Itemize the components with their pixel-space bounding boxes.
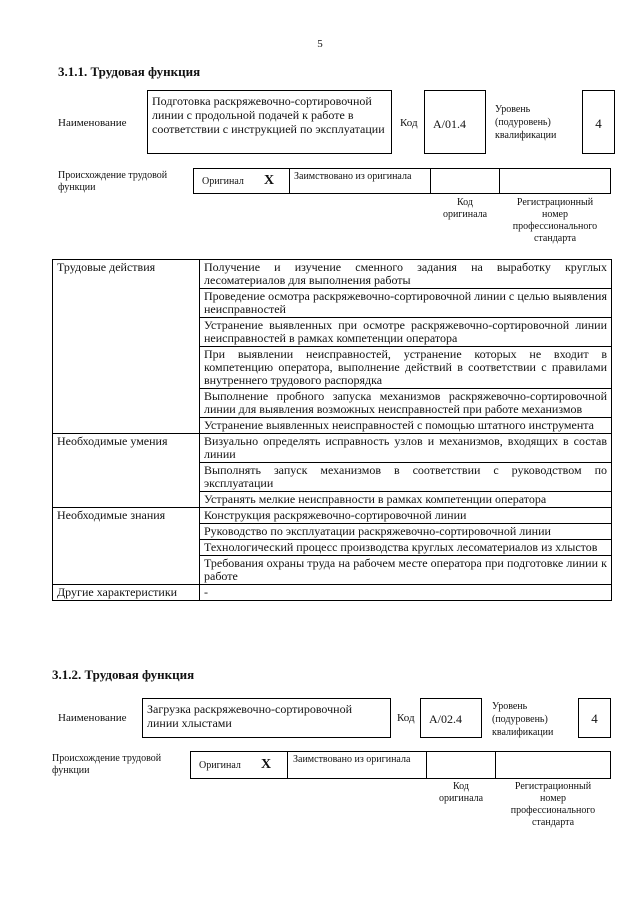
code-orig-box-1: [430, 168, 500, 194]
table-cell: -: [200, 585, 612, 601]
origin-label-1: Происхождение трудовой функции: [58, 170, 168, 193]
table-cell: Получение и изучение сменного задания на выработку круглых лесоматериалов для выполнения работы: [200, 260, 612, 289]
category-other: Другие характеристики: [53, 585, 200, 601]
code-orig-label-2: Код оригинала: [438, 781, 484, 804]
original-box-1: [193, 168, 290, 194]
table-cell: Визуально определять исправность узлов и механизмов, входящих в состав линии: [200, 434, 612, 463]
reg-box-1: [499, 168, 611, 194]
origin-label-2: Происхождение трудовой функции: [52, 753, 162, 776]
original-mark-2: X: [261, 757, 272, 772]
table-cell: Устранение выявленных неисправностей с помощью штатного инструмента: [200, 418, 612, 434]
page-number: 5: [317, 38, 323, 50]
section-title-1: 3.1.1. Трудовая функция: [58, 64, 201, 79]
category-required-skills: Необходимые умения: [53, 434, 200, 508]
table-cell: Устранение выявленных при осмотре раскряжевочно-сортировочной линии неисправностей в рамках компетенции оператора: [200, 318, 612, 347]
code-label-1: Код: [400, 117, 418, 129]
name-label-2: Наименование: [58, 712, 127, 724]
table-cell: Руководство по эксплуатации раскряжевочно-сортировочной линии: [200, 524, 612, 540]
reg-box-2: [495, 751, 611, 779]
level-label-2: Уровень (подуровень) квалификации: [492, 701, 554, 738]
borrowed-box-2: Заимствовано из оригинала: [287, 751, 427, 779]
code-orig-label-1: Код оригинала: [442, 197, 488, 220]
code-orig-box-2: [426, 751, 496, 779]
table-row: [53, 260, 612, 289]
level-value-2: 4: [578, 698, 611, 738]
table-row: [53, 508, 612, 524]
table-cell: Конструкция раскряжевочно-сортировочной линии: [200, 508, 612, 524]
work-function-table: [52, 259, 612, 601]
original-box-2: [190, 751, 288, 779]
table-cell: Требования охраны труда на рабочем месте оператора при подготовке линии к работе: [200, 556, 612, 585]
function-name-2: Загрузка раскряжевочно-сортировочной линии хлыстами: [142, 698, 391, 738]
name-label-1: Наименование: [58, 117, 127, 129]
code-value-1: A/01.4: [424, 90, 486, 154]
category-labor-actions: Трудовые действия: [53, 260, 200, 434]
table-row: [53, 585, 612, 601]
section-title-2: 3.1.2. Трудовая функция: [52, 667, 195, 682]
table-cell: Проведение осмотра раскряжевочно-сортировочной линии с целью выявления неисправностей: [200, 289, 612, 318]
table-cell: Выполнять запуск механизмов в соответствии с руководством по эксплуатации: [200, 463, 612, 492]
borrowed-box-1: Заимствовано из оригинала: [289, 168, 431, 194]
reg-label-1: Регистрационный номер профессионального стандарта: [512, 197, 598, 244]
table-cell: Выполнение пробного запуска механизмов раскряжевочно-сортировочной линии для выявления возможных неисправностей при работе механизмов: [200, 389, 612, 418]
category-required-knowledge: Необходимые знания: [53, 508, 200, 585]
original-mark-1: X: [264, 173, 275, 188]
reg-label-2: Регистрационный номер профессионального стандарта: [510, 781, 596, 828]
table-cell: При выявлении неисправностей, устранение которых не входит в компетенцию оператора, выполнение действий в соответствии с правилами внутреннего трудового распорядка: [200, 347, 612, 389]
table-row: [53, 434, 612, 463]
original-label-2: Оригинал: [199, 760, 241, 771]
function-name-1: Подготовка раскряжевочно-сортировочной линии с продольной подачей к работе в соответствии с инструкцией по эксплуатации: [147, 90, 392, 154]
level-label-1: Уровень (подуровень) квалификации: [495, 104, 557, 141]
table-cell: Устранять мелкие неисправности в рамках компетенции оператора: [200, 492, 612, 508]
code-label-2: Код: [397, 712, 415, 724]
original-label-1: Оригинал: [202, 176, 244, 187]
level-value-1: 4: [582, 90, 615, 154]
table-cell: Технологический процесс производства круглых лесоматериалов из хлыстов: [200, 540, 612, 556]
code-value-2: A/02.4: [420, 698, 482, 738]
